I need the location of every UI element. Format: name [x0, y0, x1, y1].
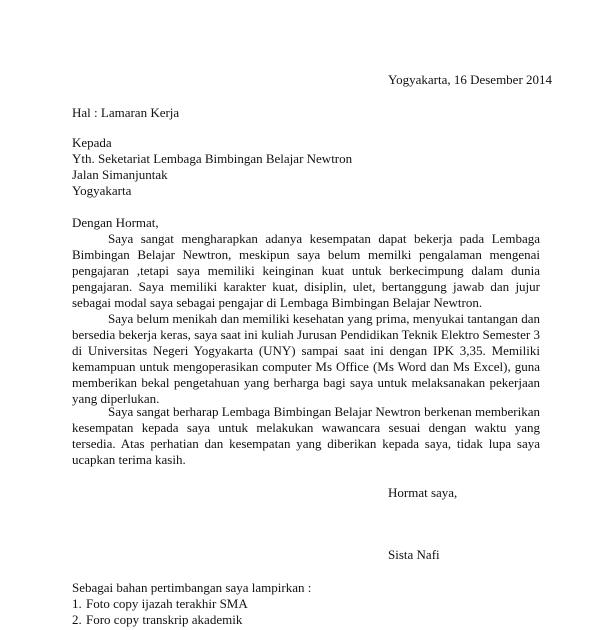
body-paragraph: Saya belum menikah dan memiliki kesehatan yang prima, menyukai tantangan dan bersedia bekerja keras, saya saat ini kuliah Jurusan Pendidikan Teknik Elektro Semester 3 di Universitas Negeri Yogyakarta (UNY) sampai saat ini dengan IPK 3,35. Memiliki kemampuan untuk mengoperasikan computer Ms Office (Ms Word dan Ms Excel), guna memberikan bekal pengetahuan yang berharga bagi saya untuk melaksanakan pekerjaan yang diperlukan. — [72, 311, 540, 406]
place-date: Yogyakarta, 16 Desember 2014 — [388, 72, 553, 87]
body-paragraph-3-block — [72, 404, 540, 468]
salutation: Dengan Hormat, — [72, 215, 159, 230]
recipient-street: Jalan Simanjuntak — [72, 167, 168, 182]
list-item-text: Foto copy ijazah terakhir SMA — [86, 596, 248, 611]
list-item-number: 2. — [72, 612, 82, 627]
attachments-intro: Sebagai bahan pertimbangan saya lampirkan : — [72, 580, 312, 595]
body-paragraphs-1-2 — [72, 231, 540, 407]
recipient-to-label: Kepada — [72, 135, 112, 150]
list-item — [72, 596, 248, 612]
list-item-number: 1. — [72, 596, 82, 611]
recipient-name: Yth. Seketariat Lembaga Bimbingan Belajar Newtron — [72, 151, 353, 166]
signer-name: Sista Nafi — [388, 547, 440, 562]
recipient-city: Yogyakarta — [72, 183, 132, 198]
letter-subject: Hal : Lamaran Kerja — [72, 105, 180, 120]
body-paragraph: Saya sangat mengharapkan adanya kesempatan dapat bekerja pada Lembaga Bimbingan Belajar Newtron, meskipun saya belum memilki pengalaman mengenai pengajaran ,tetapi saya memiliki keinginan kuat untuk berkecimpung dalam dunia pengajaran. Saya memiliki karakter kuat, disiplin, ulet, bertanggung jawab dan jujur sebagai modal saya sebagai pengajar di Lembaga Bimbingan Belajar Newtron. — [72, 231, 540, 310]
list-item — [72, 612, 242, 628]
body-paragraph: Saya sangat berharap Lembaga Bimbingan Belajar Newtron berkenan memberikan kesempatan kepada saya untuk melakukan wawancara sesuai dengan waktu yang tersedia. Atas perhatian dan kesempatan yang diberikan kepada saya, tidak lupa saya ucapkan terima kasih. — [72, 404, 540, 467]
closing: Hormat saya, — [388, 485, 458, 500]
list-item-text: Foro copy transkrip akademik — [86, 612, 243, 627]
